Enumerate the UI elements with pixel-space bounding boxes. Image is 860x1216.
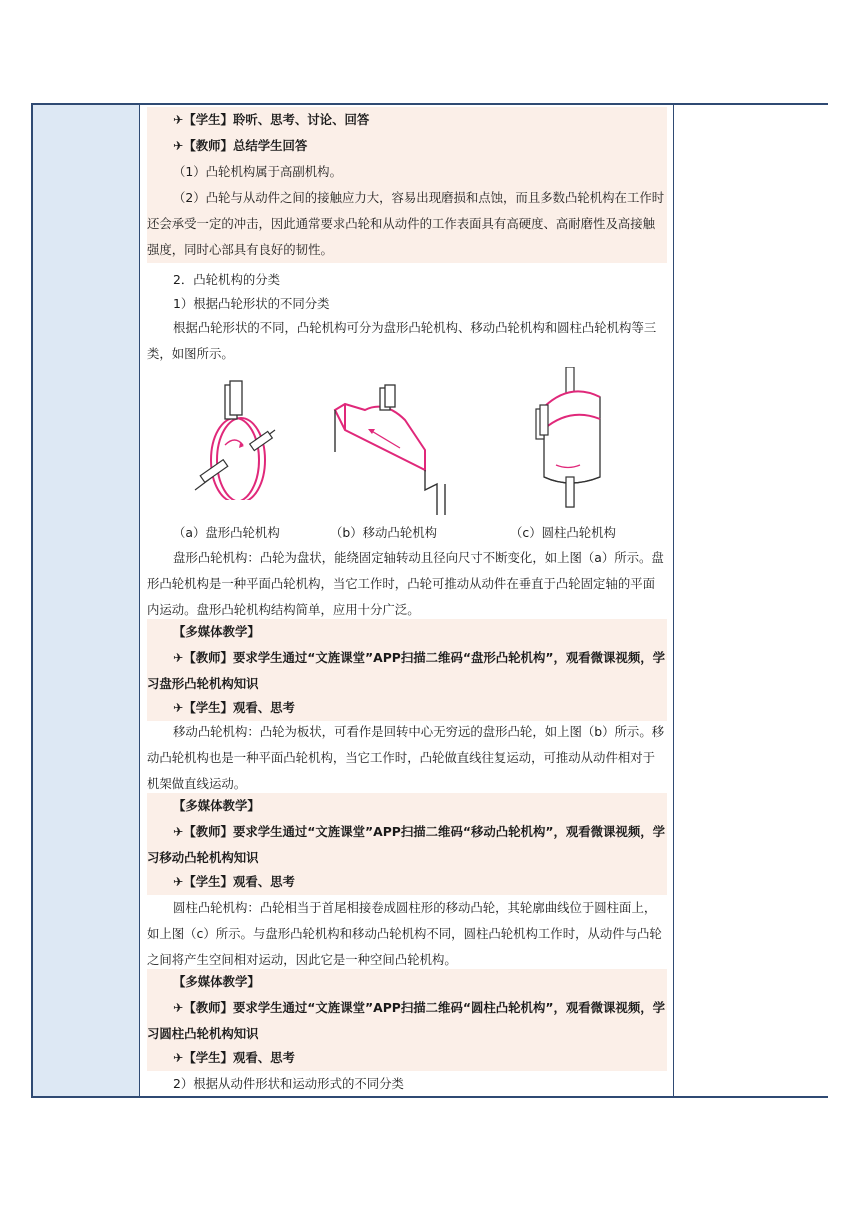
right-column bbox=[673, 105, 829, 1096]
multimedia-heading-2: 【多媒体教学】 bbox=[147, 793, 667, 819]
subsection-by-follower: 2）根据从动件形状和运动形式的不同分类 bbox=[173, 1076, 404, 1091]
answer-point-2: （2）凸轮与从动件之间的接触应力大，容易出现磨损和点蚀，而且多数凸轮机构在工作时还会承受一定的冲击，因此通常要求凸轮和从动件的工作表面具有高硬度、高耐磨性及高接触强度，同时心部具有良好的韧性。 bbox=[147, 185, 667, 263]
multimedia-heading-3: 【多媒体教学】 bbox=[147, 969, 667, 995]
multimedia-heading-1: 【多媒体教学】 bbox=[147, 619, 667, 645]
student-activity-3: ✈【学生】观看、思考 bbox=[147, 869, 667, 895]
main-content-cell bbox=[140, 105, 673, 1096]
paragraph-cylindrical-cam: 圆柱凸轮机构：凸轮相当于首尾相接卷成圆柱形的移动凸轮，其轮廓曲线位于圆柱面上，如上图（c）所示。与盘形凸轮机构和移动凸轮机构不同，圆柱凸轮机构工作时，从动件与凸轮之间将产生空间相对运动，因此它是一种空间凸轮机构。 bbox=[147, 900, 662, 967]
answer-point-1: （1）凸轮机构属于高副机构。 bbox=[147, 159, 667, 185]
left-column bbox=[33, 105, 140, 1096]
teacher-instruction-cylindrical-cam: ✈【教师】要求学生通过“文旌课堂”APP扫描二维码“圆柱凸轮机构”，观看微课视频，学习圆柱凸轮机构知识 bbox=[147, 995, 667, 1047]
teacher-instruction-translating-cam: ✈【教师】要求学生通过“文旌课堂”APP扫描二维码“移动凸轮机构”，观看微课视频，学习移动凸轮机构知识 bbox=[147, 819, 667, 871]
subsection-by-cam-shape: 1）根据凸轮形状的不同分类 bbox=[173, 296, 330, 311]
paragraph-disk-cam: 盘形凸轮机构：凸轮为盘状，能绕固定轴转动且径向尺寸不断变化，如上图（a）所示。盘形凸轮机构是一种平面凸轮机构，当它工作时，凸轮可推动从动件在垂直于凸轮固定轴的平面内运动。盘形凸轮机构结构简单，应用十分广泛。 bbox=[147, 550, 664, 617]
paragraph-translating-cam: 移动凸轮机构：凸轮为板状，可看作是回转中心无穷远的盘形凸轮，如上图（b）所示。移动凸轮机构也是一种平面凸轮机构，当它工作时，凸轮做直线往复运动，可推动从动件相对于机架做直线运动。 bbox=[147, 724, 665, 791]
teacher-summary: ✈【教师】总结学生回答 bbox=[147, 133, 667, 159]
student-activity-2: ✈【学生】观看、思考 bbox=[147, 695, 667, 721]
caption-cylindrical-cam: （c）圆柱凸轮机构 bbox=[510, 525, 616, 540]
student-activity-1: ✈【学生】聆听、思考、讨论、回答 bbox=[147, 107, 667, 133]
caption-translating-cam: （b）移动凸轮机构 bbox=[330, 525, 437, 540]
cylindrical-cam-figure bbox=[530, 367, 620, 512]
teacher-instruction-disk-cam: ✈【教师】要求学生通过“文旌课堂”APP扫描二维码“盘形凸轮机构”，观看微课视频，学习盘形凸轮机构知识 bbox=[147, 645, 667, 697]
translating-cam-figure bbox=[325, 380, 455, 515]
student-activity-4: ✈【学生】观看、思考 bbox=[147, 1045, 667, 1071]
disk-cam-figure bbox=[180, 375, 290, 500]
lesson-table bbox=[31, 103, 828, 1098]
section-heading-classification: 2．凸轮机构的分类 bbox=[173, 272, 281, 287]
paragraph-cam-types: 根据凸轮形状的不同，凸轮机构可分为盘形凸轮机构、移动凸轮机构和圆柱凸轮机构等三类，如图所示。 bbox=[147, 320, 657, 361]
caption-disk-cam: （a）盘形凸轮机构 bbox=[173, 525, 280, 540]
